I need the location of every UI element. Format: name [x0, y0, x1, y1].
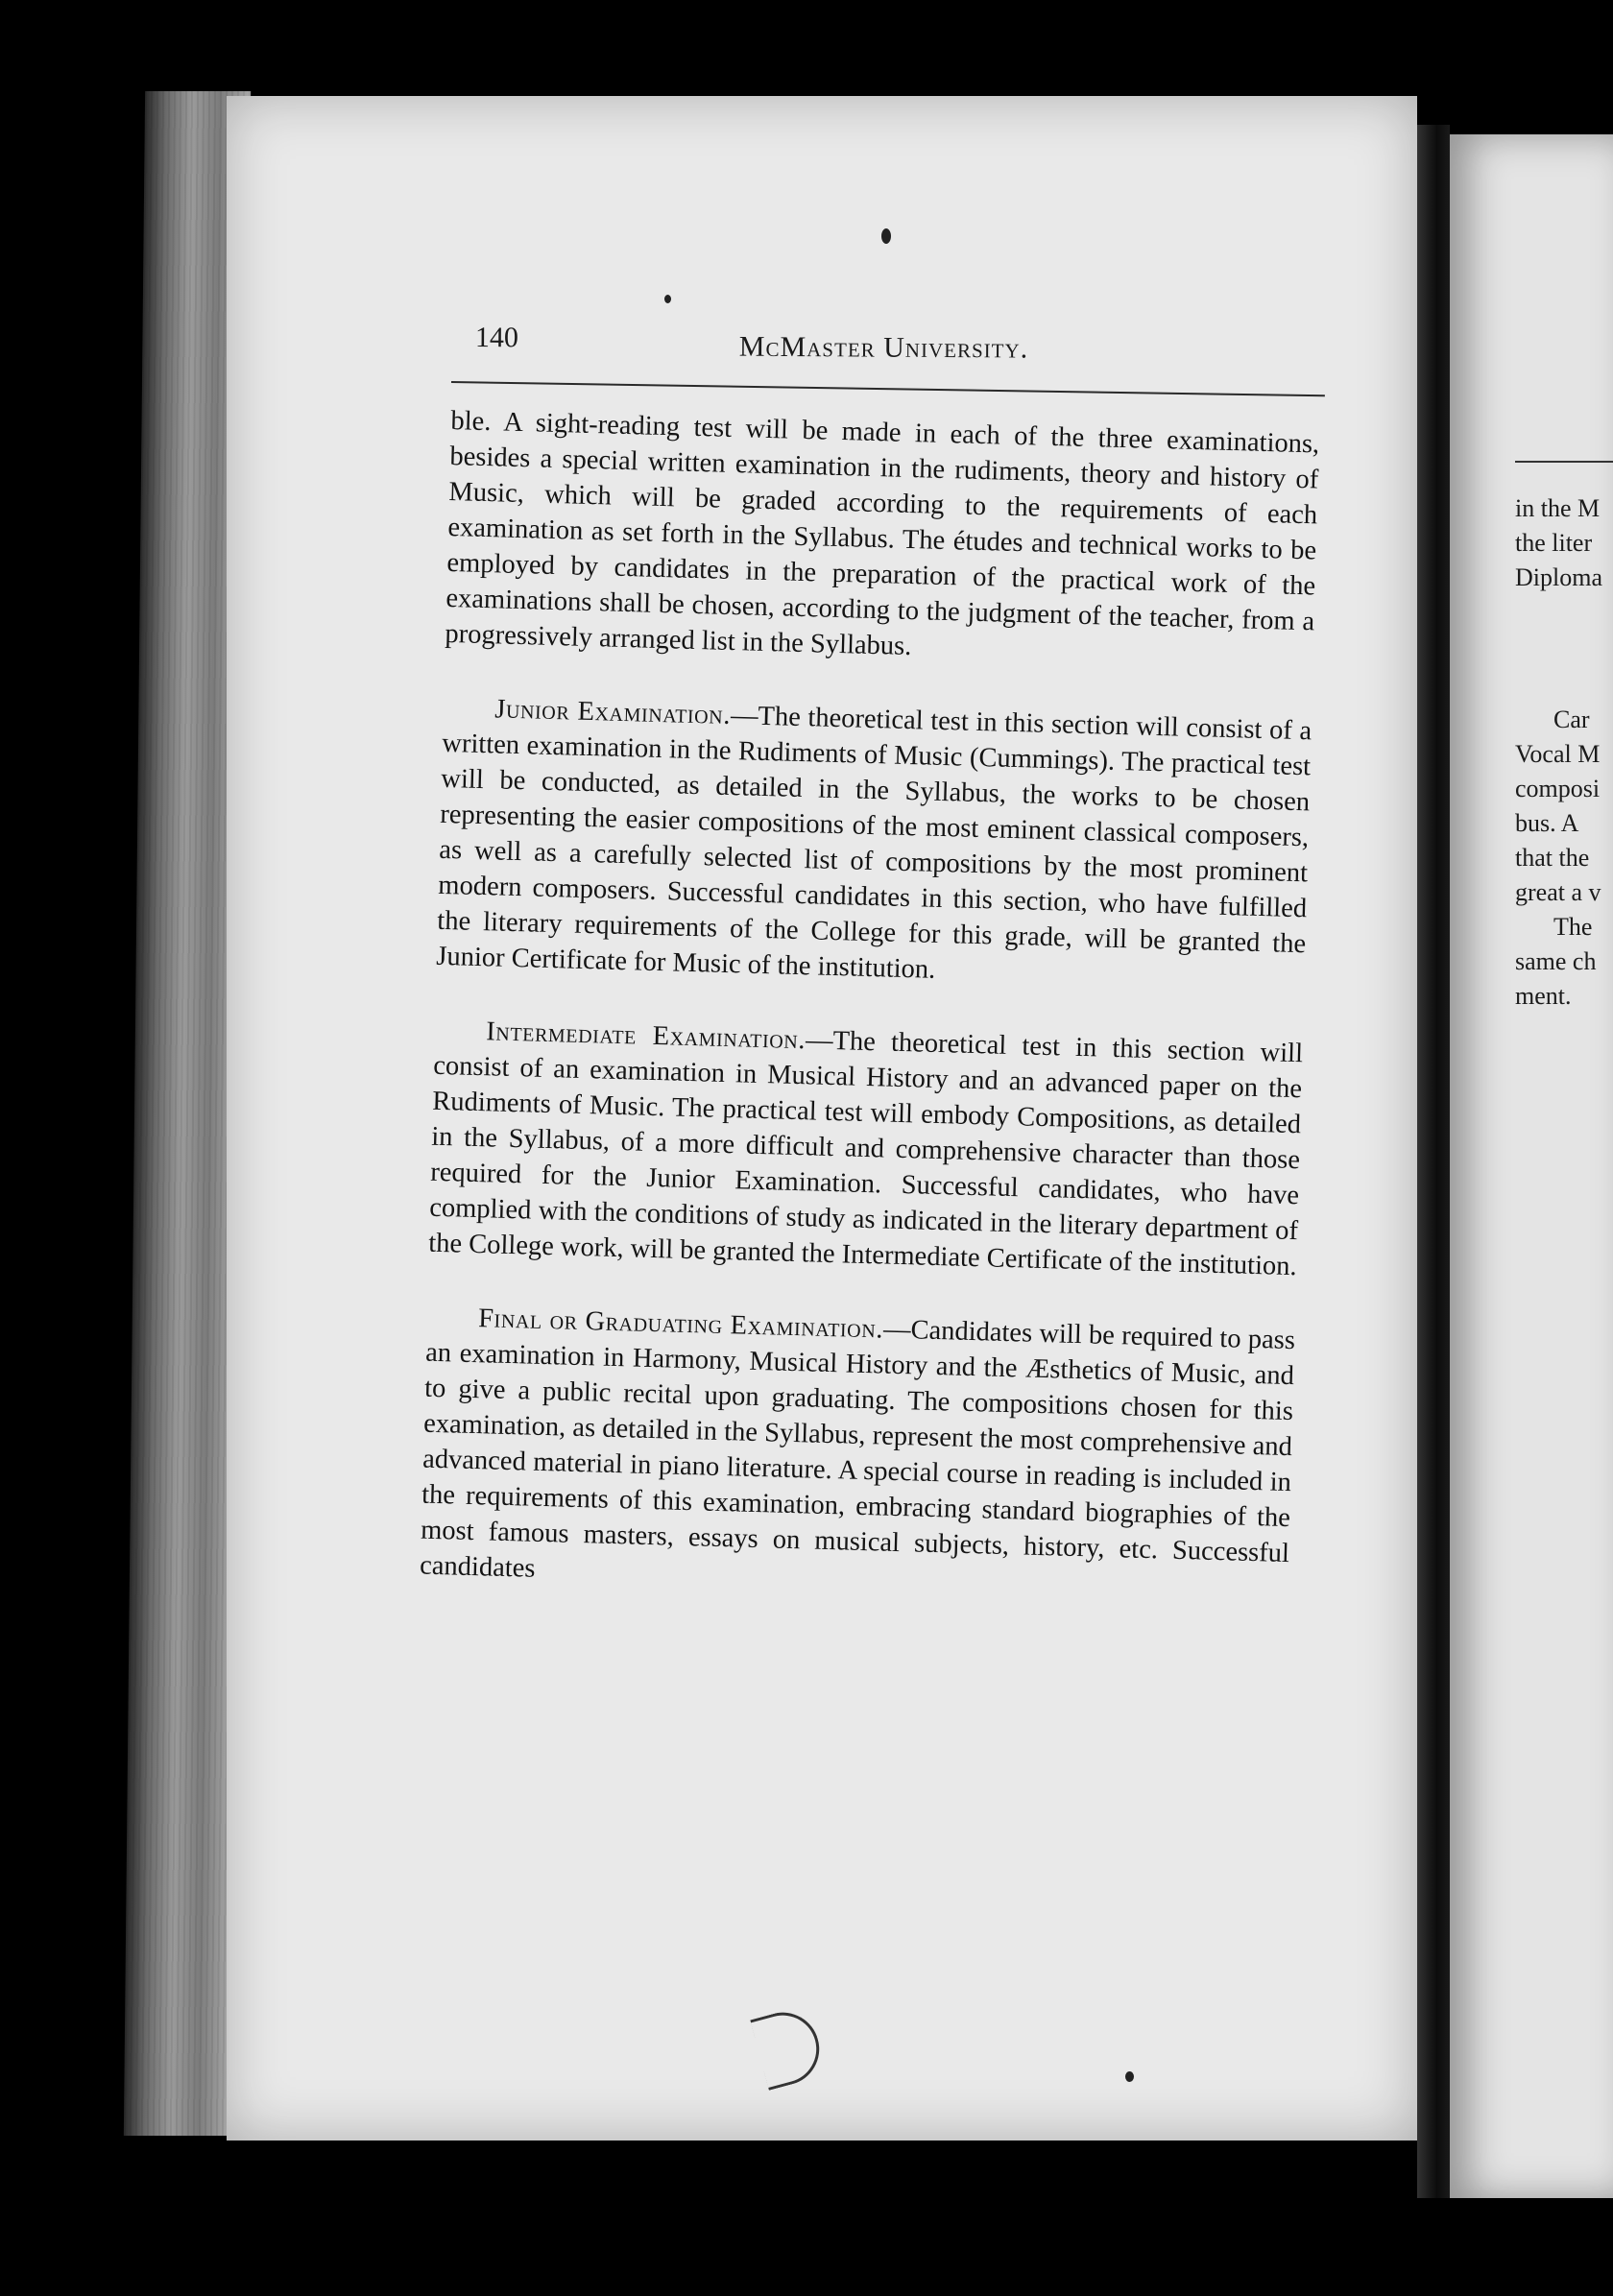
facing-line: same ch: [1515, 947, 1597, 975]
facing-line: ment.: [1515, 982, 1572, 1010]
paragraph-intermediate-examination: [428, 1013, 1304, 1284]
ink-speck: [881, 228, 891, 244]
facing-line: the liter: [1515, 529, 1593, 557]
paragraph-text: —The theoretical test in this section will consist of an examination in Musical History and an advanced paper on the Rudiments of Music. The practical test will embody Compositions, as detailed in the Syllabus, of a more difficult and comprehensive character than those required for the Junior Examination. Successful candidates, who have complied with the conditions of study as indicated in the literary department of the College work, will be granted the Intermediate Certificate of the institution.: [427, 1025, 1304, 1282]
book-gutter: [1417, 125, 1450, 2198]
paragraph-text: —Candidates will be required to pass an examination in Harmony, Musical History and the Æsthetics of Music, and to give a public recital upon graduating. The compositions chosen for this examination, as detailed in the Syllabus, represent the most comprehensive and advanced material in piano literature. A special course in reading is included in the requirements of this examination, embracing standard biographies of the most famous masters, essays on musical subjects, history, etc. Successful candidates: [419, 1314, 1296, 1584]
body-text: [419, 403, 1320, 1645]
facing-line: The: [1553, 913, 1593, 941]
facing-line: in the M: [1515, 494, 1601, 522]
facing-line: bus. A: [1515, 809, 1579, 837]
ink-speck: [664, 295, 671, 303]
ink-speck: [1125, 2071, 1134, 2082]
facing-page-rule: [1515, 461, 1613, 463]
facing-line: great a v: [1515, 878, 1601, 906]
running-head: [475, 322, 1339, 384]
facing-page-text-top: [1515, 491, 1613, 595]
facing-page-fragment: [1450, 134, 1613, 2198]
paragraph-text: ble. A sight-reading test will be made in each of the three examinations, besides a special written examination in the rudiments, theory and history of Music, which will be graded according to the requirements of each examination as set forth in the Syllabus. The études and technical works to be employed by candidates in the preparation of the practical work of the examinations shall be chosen, according to the judgment of the teacher, from a progressively arranged list in the Syllabus.: [445, 405, 1320, 662]
paragraph-junior-examination: [436, 690, 1312, 997]
paragraph-final-examination: [420, 1300, 1296, 1607]
facing-page-text-bottom: [1515, 703, 1613, 1014]
section-heading: Intermediate Examination.: [485, 1016, 806, 1056]
running-title: McMaster University.: [738, 330, 1029, 365]
section-heading: Junior Examination.: [494, 694, 732, 730]
facing-line: that the: [1515, 844, 1590, 872]
facing-line: Vocal M: [1515, 740, 1601, 768]
facing-line: Car: [1553, 706, 1590, 733]
facing-line: composi: [1515, 775, 1601, 802]
section-heading: Final or Graduating Examination.: [477, 1303, 884, 1345]
paragraph-text: —The theoretical test in this section will consist of a written examination in the Rudiments of Music (Cummings). The practical test will be conducted, as detailed in the Syllabus, the works to be chosen representing the easier compositions of the most eminent classical composers, as well as a carefully selected list of compositions by the most prominent modern composers. Successful candidates in this section, who have fulfilled the literary requirements of the College for this grade, will be granted the Junior Certificate for Music of the institution.: [435, 700, 1312, 985]
facing-line: Diploma: [1515, 563, 1602, 591]
paragraph-continuation: [445, 403, 1320, 675]
page-number: 140: [474, 322, 518, 354]
